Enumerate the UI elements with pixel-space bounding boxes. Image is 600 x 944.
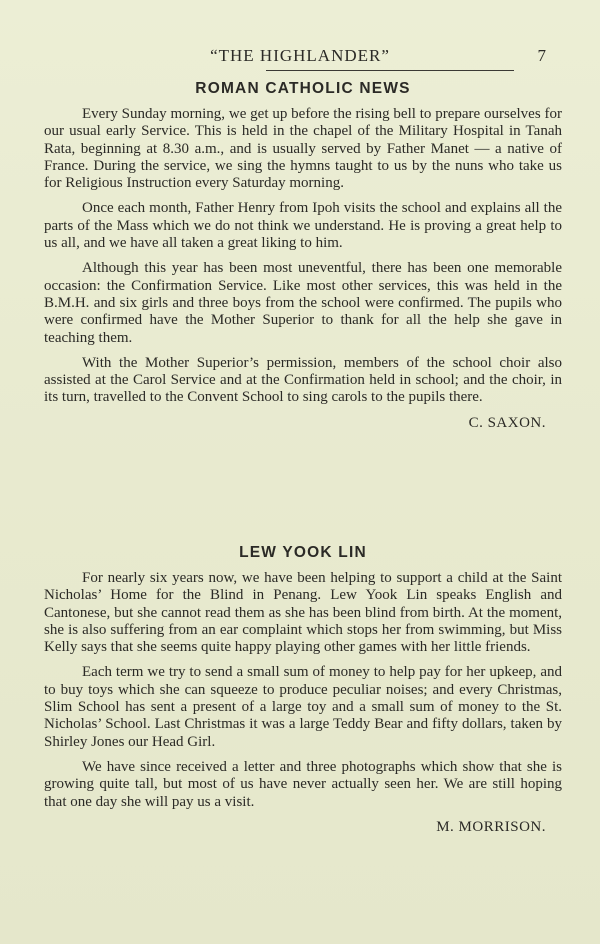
article-heading: ROMAN CATHOLIC NEWS [195, 80, 411, 97]
paragraph: Each term we try to send a small sum of money to help pay for her upkeep, and to buy toys which she can squeeze to produce peculiar noises; and every Christmas, Slim School has sent a present of a large toy and a small sum of money to the St. Nicholas’ School. Last Christmas it was a large Teddy Bear and fifty dollars, taken by Shirley Jones our Head Girl. [44, 664, 562, 750]
paragraph: For nearly six years now, we have been helping to support a child at the Saint Nicholas’ Home for the Blind in Penang. Lew Yook Lin speaks English and Cantonese, but she cannot read them as she has been blind from birth. At the moment, she is also suffering from an ear complaint which stops her from swimming, but Miss Kelly says that she seems quite happy playing other games with her little friends. [44, 570, 562, 656]
paragraph: With the Mother Superior’s permission, members of the school choir also assisted at the Carol Service and at the Confirmation held in school; and the choir, in its turn, travelled to the Convent School to sing carols to the pupils there. [44, 354, 562, 406]
header-rule [266, 70, 514, 71]
article-lew-yook-lin [44, 544, 562, 836]
article-signature: M. MORRISON. [436, 818, 546, 835]
paragraph: Every Sunday morning, we get up before the rising bell to prepare ourselves for our usual early Service. This is held in the chapel of the Military Hospital in Tanah Rata, beginning at 8.30 a.m., and is usually served by Father Manet — a native of France. During the service, we sing the hymns taught to us by the nuns who take us for Religious Instruction every Saturday morning. [44, 106, 562, 192]
paragraph: Once each month, Father Henry from Ipoh visits the school and explains all the parts of the Mass which we do not think we understand. He is proving a great help to us all, and we have all taken a great liking to him. [44, 200, 562, 252]
paragraph: We have since received a letter and three photographs which show that she is growing quite tall, but most of us have never actually seen her. We are still hoping that one day she will pay us a visit. [44, 758, 562, 810]
paragraph: Although this year has been most uneventful, there has been one memorable occasion: the Confirmation Service. Like most other services, this was held in the B.M.H. and six girls and three boys from the school were confirmed. The pupils who were confirmed have the Mother Superior to thank for all the help she gave in teaching them. [44, 260, 562, 346]
publication-title: “THE HIGHLANDER” [210, 46, 390, 65]
article-roman-catholic-news [44, 80, 562, 432]
article-heading: LEW YOOK LIN [239, 544, 367, 561]
article-signature: C. SAXON. [468, 414, 546, 431]
running-header [48, 46, 552, 74]
page-number: 7 [537, 46, 546, 65]
